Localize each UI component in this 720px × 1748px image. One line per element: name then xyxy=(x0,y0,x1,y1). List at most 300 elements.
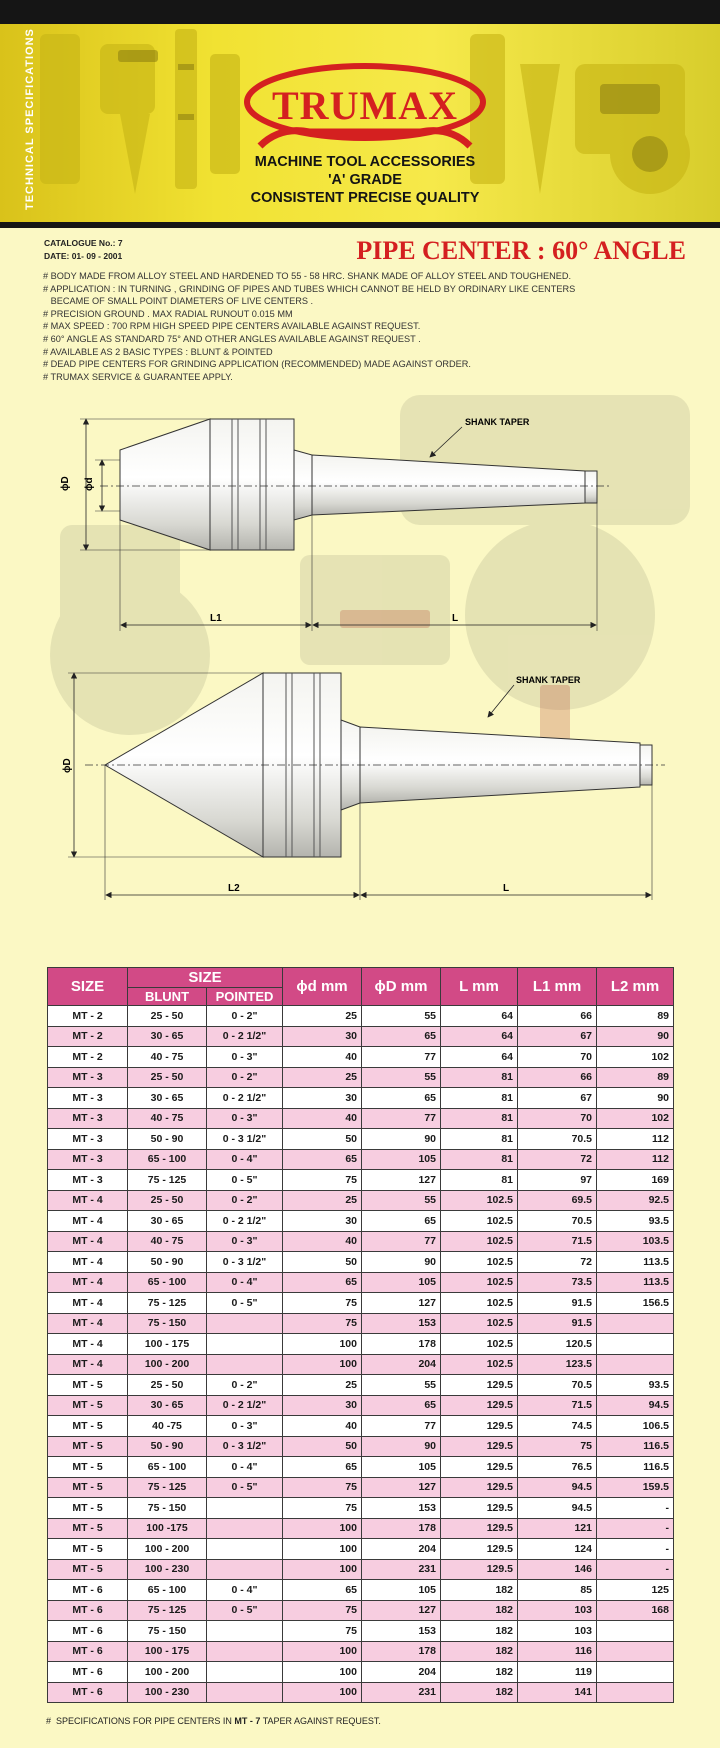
cell-D: 55 xyxy=(362,1006,441,1027)
cell-pointed: 0 - 4" xyxy=(207,1457,283,1478)
table-row xyxy=(48,1129,674,1150)
technical-specifications-label: TECHNICAL SPECIFICATIONS xyxy=(24,28,36,210)
cell-D: 65 xyxy=(362,1395,441,1416)
cell-blunt: 65 - 100 xyxy=(128,1149,207,1170)
cell-L2 xyxy=(597,1313,674,1334)
cell-d: 100 xyxy=(283,1518,362,1539)
cell-pointed xyxy=(207,1559,283,1580)
catalogue-date: DATE: 01- 09 - 2001 xyxy=(44,251,123,261)
dim-d-label: ϕd xyxy=(84,477,95,491)
cell-L1: 74.5 xyxy=(518,1416,597,1437)
cell-size: MT - 4 xyxy=(48,1190,128,1211)
cell-d: 40 xyxy=(283,1416,362,1437)
cell-size: MT - 2 xyxy=(48,1006,128,1027)
cell-d: 30 xyxy=(283,1211,362,1232)
cell-pointed: 0 - 2" xyxy=(207,1067,283,1088)
cell-pointed: 0 - 4" xyxy=(207,1149,283,1170)
cell-pointed xyxy=(207,1334,283,1355)
cell-L2: 93.5 xyxy=(597,1375,674,1396)
cell-L: 102.5 xyxy=(441,1231,518,1252)
cell-L1: 70 xyxy=(518,1108,597,1129)
cell-L: 81 xyxy=(441,1149,518,1170)
cell-D: 231 xyxy=(362,1559,441,1580)
cell-L1: 67 xyxy=(518,1088,597,1109)
cell-L2 xyxy=(597,1621,674,1642)
cell-L1: 91.5 xyxy=(518,1293,597,1314)
cell-L: 81 xyxy=(441,1170,518,1191)
cell-L: 129.5 xyxy=(441,1416,518,1437)
cell-L2: - xyxy=(597,1539,674,1560)
dim-D-label: ϕD xyxy=(62,758,73,773)
table-row xyxy=(48,1395,674,1416)
cell-D: 153 xyxy=(362,1313,441,1334)
cell-L1: 72 xyxy=(518,1252,597,1273)
cell-pointed: 0 - 3 1/2" xyxy=(207,1436,283,1457)
cell-size: MT - 4 xyxy=(48,1334,128,1355)
cell-size: MT - 3 xyxy=(48,1067,128,1088)
cell-L2: 112 xyxy=(597,1129,674,1150)
cell-L2: 116.5 xyxy=(597,1436,674,1457)
cell-size: MT - 2 xyxy=(48,1026,128,1047)
dim-L-label: L xyxy=(452,613,459,624)
cell-pointed xyxy=(207,1518,283,1539)
cell-pointed: 0 - 3 1/2" xyxy=(207,1252,283,1273)
cell-size: MT - 5 xyxy=(48,1416,128,1437)
cell-d: 100 xyxy=(283,1334,362,1355)
cell-L1: 69.5 xyxy=(518,1190,597,1211)
cell-pointed: 0 - 2 1/2" xyxy=(207,1026,283,1047)
cell-blunt: 75 - 125 xyxy=(128,1293,207,1314)
cell-L: 129.5 xyxy=(441,1457,518,1478)
cell-L1: 121 xyxy=(518,1518,597,1539)
cell-L: 129.5 xyxy=(441,1559,518,1580)
cell-d: 100 xyxy=(283,1559,362,1580)
cell-d: 100 xyxy=(283,1662,362,1683)
cell-blunt: 75 - 150 xyxy=(128,1621,207,1642)
cell-D: 77 xyxy=(362,1108,441,1129)
cell-blunt: 100 - 230 xyxy=(128,1682,207,1703)
cell-blunt: 75 - 125 xyxy=(128,1600,207,1621)
cell-size: MT - 4 xyxy=(48,1293,128,1314)
header-L2: L2 mm xyxy=(597,968,674,1006)
cell-L: 102.5 xyxy=(441,1313,518,1334)
cell-size: MT - 5 xyxy=(48,1477,128,1498)
cell-pointed xyxy=(207,1682,283,1703)
table-row xyxy=(48,1047,674,1068)
cell-d: 100 xyxy=(283,1641,362,1662)
header-d: ϕd mm xyxy=(283,968,362,1006)
table-row xyxy=(48,1170,674,1191)
table-row xyxy=(48,1375,674,1396)
cell-blunt: 50 - 90 xyxy=(128,1129,207,1150)
cell-L1: 119 xyxy=(518,1662,597,1683)
cell-d: 30 xyxy=(283,1026,362,1047)
cell-L: 182 xyxy=(441,1600,518,1621)
cell-d: 25 xyxy=(283,1067,362,1088)
cell-size: MT - 3 xyxy=(48,1129,128,1150)
cell-L2: 113.5 xyxy=(597,1252,674,1273)
cell-d: 100 xyxy=(283,1682,362,1703)
cell-L2 xyxy=(597,1641,674,1662)
cell-L2: - xyxy=(597,1518,674,1539)
cell-pointed xyxy=(207,1498,283,1519)
cell-d: 100 xyxy=(283,1354,362,1375)
cell-blunt: 100 - 200 xyxy=(128,1539,207,1560)
cell-size: MT - 5 xyxy=(48,1518,128,1539)
footnote-suffix: TAPER AGAINST REQUEST. xyxy=(260,1716,381,1726)
cell-pointed: 0 - 5" xyxy=(207,1477,283,1498)
cell-pointed: 0 - 2" xyxy=(207,1006,283,1027)
cell-size: MT - 6 xyxy=(48,1600,128,1621)
cell-pointed xyxy=(207,1641,283,1662)
cell-L: 129.5 xyxy=(441,1436,518,1457)
cell-L1: 120.5 xyxy=(518,1334,597,1355)
cell-d: 75 xyxy=(283,1621,362,1642)
cell-L2: 125 xyxy=(597,1580,674,1601)
cell-pointed xyxy=(207,1539,283,1560)
specification-table-body xyxy=(48,1006,674,1703)
cell-size: MT - 3 xyxy=(48,1108,128,1129)
brand-logo xyxy=(240,54,490,164)
cell-blunt: 30 - 65 xyxy=(128,1026,207,1047)
cell-size: MT - 5 xyxy=(48,1395,128,1416)
cell-L2: 156.5 xyxy=(597,1293,674,1314)
cell-L1: 94.5 xyxy=(518,1477,597,1498)
cell-L: 182 xyxy=(441,1580,518,1601)
cell-size: MT - 4 xyxy=(48,1231,128,1252)
cell-blunt: 65 - 100 xyxy=(128,1457,207,1478)
header-size: SIZE xyxy=(48,968,128,1006)
table-row xyxy=(48,1272,674,1293)
table-row xyxy=(48,1108,674,1129)
banner-tagline-3: CONSISTENT PRECISE QUALITY xyxy=(250,190,480,206)
cell-D: 55 xyxy=(362,1190,441,1211)
cell-L2 xyxy=(597,1682,674,1703)
cell-blunt: 25 - 50 xyxy=(128,1067,207,1088)
table-row xyxy=(48,1088,674,1109)
header-D: ϕD mm xyxy=(362,968,441,1006)
cell-D: 178 xyxy=(362,1334,441,1355)
cell-D: 204 xyxy=(362,1662,441,1683)
cell-pointed: 0 - 3" xyxy=(207,1416,283,1437)
note-line: # APPLICATION : IN TURNING , GRINDING OF PIPES AND TUBES WHICH CANNOT BE HELD BY ORDINARY LIKE CENTERS xyxy=(43,283,576,294)
cell-D: 153 xyxy=(362,1621,441,1642)
table-row xyxy=(48,1682,674,1703)
cell-L2 xyxy=(597,1662,674,1683)
cell-pointed: 0 - 2" xyxy=(207,1190,283,1211)
cell-size: MT - 6 xyxy=(48,1662,128,1683)
cell-L1: 67 xyxy=(518,1026,597,1047)
table-row xyxy=(48,1662,674,1683)
cell-L: 64 xyxy=(441,1026,518,1047)
cell-L: 102.5 xyxy=(441,1293,518,1314)
cell-size: MT - 6 xyxy=(48,1682,128,1703)
cell-L: 81 xyxy=(441,1108,518,1129)
note-line: # PRECISION GROUND . MAX RADIAL RUNOUT 0.015 MM xyxy=(43,308,293,319)
cell-L1: 94.5 xyxy=(518,1498,597,1519)
cell-L1: 72 xyxy=(518,1149,597,1170)
cell-L1: 71.5 xyxy=(518,1395,597,1416)
cell-L2: 169 xyxy=(597,1170,674,1191)
cell-d: 65 xyxy=(283,1580,362,1601)
table-row xyxy=(48,1436,674,1457)
cell-blunt: 30 - 65 xyxy=(128,1395,207,1416)
cell-L: 81 xyxy=(441,1088,518,1109)
cell-L2: 168 xyxy=(597,1600,674,1621)
cell-L2: 89 xyxy=(597,1067,674,1088)
cell-L2: 159.5 xyxy=(597,1477,674,1498)
note-line: # AVAILABLE AS 2 BASIC TYPES : BLUNT & POINTED xyxy=(43,346,273,357)
cell-d: 50 xyxy=(283,1436,362,1457)
cell-D: 65 xyxy=(362,1211,441,1232)
cell-L2 xyxy=(597,1354,674,1375)
cell-L2: 102 xyxy=(597,1108,674,1129)
cell-pointed: 0 - 3" xyxy=(207,1047,283,1068)
table-row xyxy=(48,1498,674,1519)
cell-L1: 141 xyxy=(518,1682,597,1703)
table-row xyxy=(48,1006,674,1027)
note-line: BECAME OF SMALL POINT DIAMETERS OF LIVE CENTERS . xyxy=(43,296,314,307)
table-row xyxy=(48,1067,674,1088)
cell-d: 30 xyxy=(283,1088,362,1109)
cell-d: 75 xyxy=(283,1477,362,1498)
dim-L-label: L xyxy=(503,883,510,894)
cell-L: 182 xyxy=(441,1662,518,1683)
cell-L2: 94.5 xyxy=(597,1395,674,1416)
cell-pointed: 0 - 2 1/2" xyxy=(207,1395,283,1416)
cell-L1: 70 xyxy=(518,1047,597,1068)
top-black-bar xyxy=(0,0,720,24)
cell-L: 129.5 xyxy=(441,1539,518,1560)
cell-blunt: 30 - 65 xyxy=(128,1211,207,1232)
cell-L: 182 xyxy=(441,1621,518,1642)
technical-drawings xyxy=(0,395,720,915)
cell-D: 231 xyxy=(362,1682,441,1703)
cell-blunt: 100 - 230 xyxy=(128,1559,207,1580)
cell-blunt: 50 - 90 xyxy=(128,1252,207,1273)
cell-D: 105 xyxy=(362,1149,441,1170)
cell-L2: 112 xyxy=(597,1149,674,1170)
cell-d: 100 xyxy=(283,1539,362,1560)
cell-pointed: 0 - 5" xyxy=(207,1600,283,1621)
cell-D: 105 xyxy=(362,1272,441,1293)
cell-L: 102.5 xyxy=(441,1211,518,1232)
cell-L2: - xyxy=(597,1559,674,1580)
footnote-emphasis: MT - 7 xyxy=(234,1716,261,1726)
cell-pointed xyxy=(207,1662,283,1683)
table-row xyxy=(48,1457,674,1478)
cell-L1: 124 xyxy=(518,1539,597,1560)
cell-size: MT - 4 xyxy=(48,1211,128,1232)
cell-d: 75 xyxy=(283,1600,362,1621)
banner-tagline-1: MACHINE TOOL ACCESSORIES xyxy=(254,154,476,170)
table-row xyxy=(48,1149,674,1170)
cell-L2: 92.5 xyxy=(597,1190,674,1211)
table-row xyxy=(48,1293,674,1314)
cell-blunt: 40 -75 xyxy=(128,1416,207,1437)
note-line: # MAX SPEED : 700 RPM HIGH SPEED PIPE CENTERS AVAILABLE AGAINST REQUEST. xyxy=(43,321,421,332)
cell-L: 102.5 xyxy=(441,1334,518,1355)
cell-blunt: 75 - 150 xyxy=(128,1498,207,1519)
cell-pointed xyxy=(207,1621,283,1642)
cell-pointed xyxy=(207,1354,283,1375)
cell-L1: 103 xyxy=(518,1621,597,1642)
cell-D: 65 xyxy=(362,1088,441,1109)
cell-size: MT - 4 xyxy=(48,1272,128,1293)
note-line: # TRUMAX SERVICE & GUARANTEE APPLY. xyxy=(43,371,233,382)
specification-table xyxy=(47,967,674,1703)
cell-D: 77 xyxy=(362,1047,441,1068)
cell-blunt: 100 - 175 xyxy=(128,1641,207,1662)
dim-L2-label: L2 xyxy=(228,883,240,894)
cell-D: 77 xyxy=(362,1416,441,1437)
cell-blunt: 100 - 200 xyxy=(128,1354,207,1375)
cell-blunt: 100 - 200 xyxy=(128,1662,207,1683)
table-row xyxy=(48,1518,674,1539)
cell-L1: 76.5 xyxy=(518,1457,597,1478)
cell-pointed: 0 - 2" xyxy=(207,1375,283,1396)
cell-blunt: 40 - 75 xyxy=(128,1231,207,1252)
cell-blunt: 65 - 100 xyxy=(128,1580,207,1601)
cell-size: MT - 6 xyxy=(48,1641,128,1662)
header-pointed: POINTED xyxy=(207,988,283,1006)
table-row xyxy=(48,1190,674,1211)
cell-pointed: 0 - 5" xyxy=(207,1293,283,1314)
table-row xyxy=(48,1252,674,1273)
cell-d: 75 xyxy=(283,1498,362,1519)
cell-d: 25 xyxy=(283,1006,362,1027)
table-row xyxy=(48,1026,674,1047)
cell-L1: 97 xyxy=(518,1170,597,1191)
cell-size: MT - 4 xyxy=(48,1313,128,1334)
cell-D: 90 xyxy=(362,1252,441,1273)
table-row xyxy=(48,1539,674,1560)
cell-d: 25 xyxy=(283,1375,362,1396)
note-line: # 60° ANGLE AS STANDARD 75° AND OTHER ANGLES AVAILABLE AGAINST REQUEST . xyxy=(43,333,421,344)
cell-L: 102.5 xyxy=(441,1272,518,1293)
footnote-prefix: # SPECIFICATIONS FOR PIPE CENTERS IN xyxy=(46,1716,235,1726)
dim-L1-label: L1 xyxy=(210,613,222,624)
cell-D: 204 xyxy=(362,1539,441,1560)
cell-pointed: 0 - 3" xyxy=(207,1108,283,1129)
dim-D-label: ϕD xyxy=(60,476,71,491)
cell-d: 40 xyxy=(283,1231,362,1252)
cell-L2: 106.5 xyxy=(597,1416,674,1437)
cell-L: 129.5 xyxy=(441,1395,518,1416)
header-blunt: BLUNT xyxy=(128,988,207,1006)
cell-L: 102.5 xyxy=(441,1190,518,1211)
cell-size: MT - 5 xyxy=(48,1498,128,1519)
table-row xyxy=(48,1621,674,1642)
table-row xyxy=(48,1416,674,1437)
header-L: L mm xyxy=(441,968,518,1006)
cell-pointed xyxy=(207,1313,283,1334)
cell-pointed: 0 - 4" xyxy=(207,1580,283,1601)
cell-D: 77 xyxy=(362,1231,441,1252)
cell-D: 90 xyxy=(362,1436,441,1457)
catalogue-number: CATALOGUE No.: 7 xyxy=(44,238,123,248)
header-size-group: SIZE xyxy=(128,968,283,988)
cell-L: 81 xyxy=(441,1129,518,1150)
cell-D: 178 xyxy=(362,1641,441,1662)
cell-L: 182 xyxy=(441,1641,518,1662)
shank-taper-label: SHANK TAPER xyxy=(465,417,530,427)
cell-L2: 102 xyxy=(597,1047,674,1068)
cell-L2: 90 xyxy=(597,1026,674,1047)
cell-size: MT - 5 xyxy=(48,1436,128,1457)
cell-blunt: 75 - 125 xyxy=(128,1170,207,1191)
cell-L: 129.5 xyxy=(441,1375,518,1396)
cell-size: MT - 6 xyxy=(48,1580,128,1601)
cell-L1: 103 xyxy=(518,1600,597,1621)
cell-blunt: 40 - 75 xyxy=(128,1047,207,1068)
cell-size: MT - 3 xyxy=(48,1149,128,1170)
cell-L: 182 xyxy=(441,1682,518,1703)
cell-blunt: 75 - 125 xyxy=(128,1477,207,1498)
cell-D: 90 xyxy=(362,1129,441,1150)
cell-L: 129.5 xyxy=(441,1498,518,1519)
cell-d: 75 xyxy=(283,1293,362,1314)
cell-pointed: 0 - 3 1/2" xyxy=(207,1129,283,1150)
cell-L1: 66 xyxy=(518,1006,597,1027)
cell-L2: 113.5 xyxy=(597,1272,674,1293)
cell-d: 75 xyxy=(283,1313,362,1334)
cell-d: 25 xyxy=(283,1190,362,1211)
cell-D: 105 xyxy=(362,1457,441,1478)
cell-size: MT - 5 xyxy=(48,1559,128,1580)
cell-D: 55 xyxy=(362,1067,441,1088)
cell-size: MT - 6 xyxy=(48,1621,128,1642)
banner-tagline-2: 'A' GRADE xyxy=(328,172,402,188)
page-title: PIPE CENTER : 60° ANGLE xyxy=(356,236,686,265)
table-row xyxy=(48,1580,674,1601)
cell-L2: 89 xyxy=(597,1006,674,1027)
cell-blunt: 50 - 90 xyxy=(128,1436,207,1457)
cell-d: 65 xyxy=(283,1457,362,1478)
cell-d: 65 xyxy=(283,1272,362,1293)
cell-L: 81 xyxy=(441,1067,518,1088)
cell-pointed: 0 - 4" xyxy=(207,1272,283,1293)
cell-d: 30 xyxy=(283,1395,362,1416)
table-row xyxy=(48,1600,674,1621)
cell-L: 129.5 xyxy=(441,1477,518,1498)
cell-blunt: 40 - 75 xyxy=(128,1108,207,1129)
cell-L2: - xyxy=(597,1498,674,1519)
cell-D: 127 xyxy=(362,1293,441,1314)
cell-D: 153 xyxy=(362,1498,441,1519)
footnote xyxy=(46,1716,381,1726)
cell-L1: 75 xyxy=(518,1436,597,1457)
cell-L1: 73.5 xyxy=(518,1272,597,1293)
table-row xyxy=(48,1559,674,1580)
banner-bottom-bar xyxy=(0,222,720,228)
cell-blunt: 65 - 100 xyxy=(128,1272,207,1293)
cell-L2: 116.5 xyxy=(597,1457,674,1478)
cell-L2: 103.5 xyxy=(597,1231,674,1252)
cell-d: 75 xyxy=(283,1170,362,1191)
header-L1: L1 mm xyxy=(518,968,597,1006)
table-row xyxy=(48,1313,674,1334)
cell-blunt: 30 - 65 xyxy=(128,1088,207,1109)
table-row xyxy=(48,1477,674,1498)
cell-L: 102.5 xyxy=(441,1354,518,1375)
cell-L2 xyxy=(597,1334,674,1355)
cell-d: 50 xyxy=(283,1252,362,1273)
cell-d: 40 xyxy=(283,1108,362,1129)
cell-pointed: 0 - 2 1/2" xyxy=(207,1211,283,1232)
cell-pointed: 0 - 5" xyxy=(207,1170,283,1191)
cell-D: 127 xyxy=(362,1477,441,1498)
